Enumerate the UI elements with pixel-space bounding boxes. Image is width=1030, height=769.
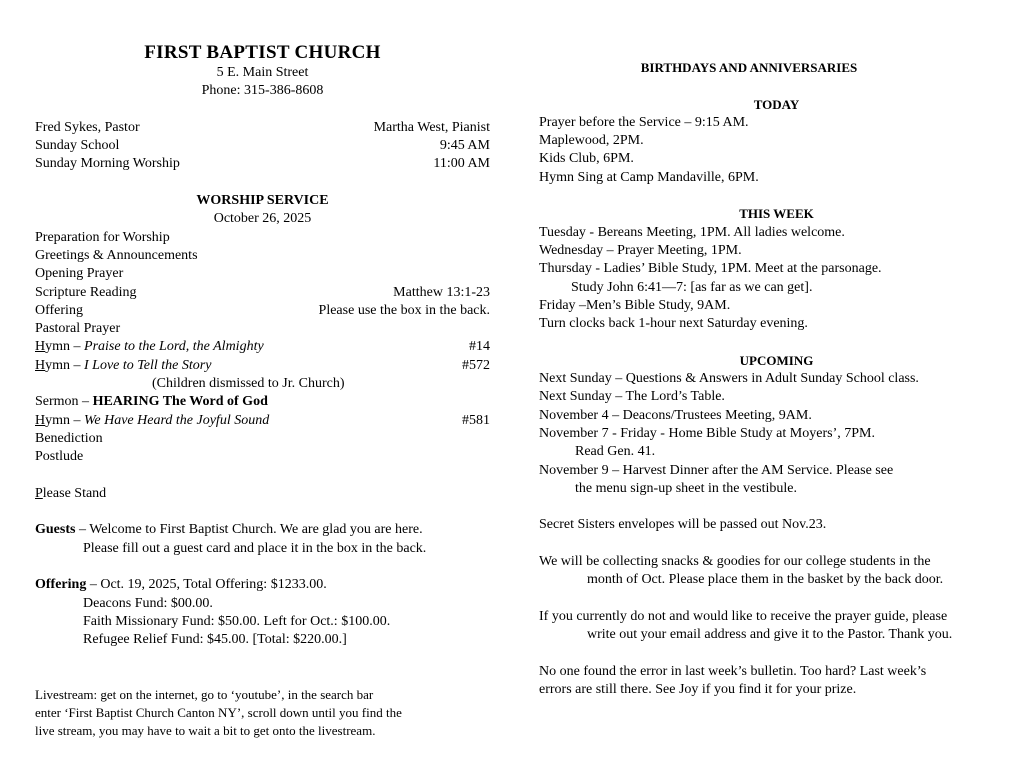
hymn-entry xyxy=(35,412,269,430)
hymn-entry xyxy=(35,338,264,356)
fund-line: Deacons Fund: $00.00. xyxy=(83,595,213,611)
schedule-time: 11:00 AM xyxy=(433,156,490,172)
week-item: Thursday - Ladies’ Bible Study, 1PM. Meet at the parsonage. xyxy=(539,261,882,277)
order-item: Opening Prayer xyxy=(35,266,124,282)
hymn-title: Praise to the Lord, the Almighty xyxy=(84,339,264,355)
upcoming-heading: UPCOMING xyxy=(739,352,814,368)
guests-label: Guests xyxy=(35,522,76,538)
guests-text-cont: Please fill out a guest card and place it in the box in the back. xyxy=(83,540,427,556)
church-name: FIRST BAPTIST CHURCH xyxy=(144,42,381,63)
week-item: Friday –Men’s Bible Study, 9AM. xyxy=(539,297,731,313)
prayer-guide-note-cont: write out your email address and give it to the Pastor. Thank you. xyxy=(587,627,953,643)
scripture-label: Scripture Reading xyxy=(35,284,137,300)
hymn-number: #572 xyxy=(462,357,490,373)
today-item: Prayer before the Service – 9:15 AM. xyxy=(539,114,749,130)
snacks-note-cont: month of Oct. Please place them in the basket by the back door. xyxy=(587,572,944,588)
hymn-label: ymn – xyxy=(45,339,85,355)
hymn-number: #14 xyxy=(469,339,490,355)
hymn-number: #581 xyxy=(462,412,490,428)
livestream-line: enter ‘First Baptist Church Canton NY’, scroll down until you find the xyxy=(35,704,402,720)
order-item: Postlude xyxy=(35,449,84,465)
upcoming-item: November 9 – Harvest Dinner after the AM Service. Please see xyxy=(539,462,894,478)
today-item: Kids Club, 6PM. xyxy=(539,151,634,167)
order-item: Pastoral Prayer xyxy=(35,321,121,337)
today-item: Hymn Sing at Camp Mandaville, 6PM. xyxy=(539,169,759,185)
fund-line: Faith Missionary Fund: $50.00. Left for Oct.: $100.00. xyxy=(83,613,391,629)
fund-line: Refugee Relief Fund: $45.00. [Total: $220.00.] xyxy=(83,632,347,648)
sermon-row xyxy=(35,393,490,411)
upcoming-item-cont: Read Gen. 41. xyxy=(575,444,656,460)
hymn-title: I Love to Tell the Story xyxy=(84,357,212,373)
hymn-entry xyxy=(35,357,211,375)
schedule-time: 9:45 AM xyxy=(439,138,490,154)
week-item: Tuesday - Bereans Meeting, 1PM. All ladies welcome. xyxy=(539,224,845,240)
week-item: Turn clocks back 1-hour next Saturday evening. xyxy=(539,316,808,332)
schedule-row xyxy=(35,155,490,173)
birthdays-heading: BIRTHDAYS AND ANNIVERSARIES xyxy=(640,60,858,75)
please-stand-legend xyxy=(35,485,490,503)
upcoming-item: Next Sunday – Questions & Answers in Adult Sunday School class. xyxy=(539,371,919,387)
staff-row xyxy=(35,119,490,137)
worship-service-heading: WORSHIP SERVICE xyxy=(196,193,329,209)
livestream-note xyxy=(35,686,490,741)
church-address: 5 E. Main Street xyxy=(216,65,309,80)
right-page xyxy=(539,0,1009,699)
week-item-cont: Study John 6:41—7: [as far as we can get]. xyxy=(571,279,813,295)
stand-marker: P xyxy=(35,485,43,501)
upcoming-item: Next Sunday – The Lord’s Table. xyxy=(539,389,725,405)
order-item: Preparation for Worship xyxy=(35,229,170,245)
prayer-guide-note: If you currently do not and would like to receive the prayer guide, please xyxy=(539,608,948,624)
service-date: October 26, 2025 xyxy=(213,211,312,227)
livestream-line: live stream, you may have to wait a bit to get onto the livestream. xyxy=(35,723,376,739)
offering-label: Offering xyxy=(35,302,83,318)
today-item: Maplewood, 2PM. xyxy=(539,133,644,149)
scripture-reference: Matthew 13:1-23 xyxy=(393,284,490,300)
week-item: Wednesday – Prayer Meeting, 1PM. xyxy=(539,242,742,258)
hymn-title: We Have Heard the Joyful Sound xyxy=(84,412,270,428)
order-item-offering xyxy=(35,302,490,320)
snacks-note: We will be collecting snacks & goodies for our college students in the xyxy=(539,554,931,570)
offering-report-total: – Oct. 19, 2025, Total Offering: $1233.00. xyxy=(86,577,327,593)
hymn-row xyxy=(35,412,490,430)
upcoming-item: November 4 – Deacons/Trustees Meeting, 9AM. xyxy=(539,407,812,423)
secret-sisters-note: Secret Sisters envelopes will be passed out Nov.23. xyxy=(539,517,827,533)
offering-report xyxy=(35,576,490,594)
left-page xyxy=(35,0,490,740)
sermon-title: HEARING The Word of God xyxy=(92,394,268,410)
schedule-row xyxy=(35,137,490,155)
upcoming-item-cont: the menu sign-up sheet in the vestibule. xyxy=(575,480,798,496)
pastor-name: Fred Sykes, Pastor xyxy=(35,119,140,135)
today-heading: TODAY xyxy=(753,96,800,112)
children-note: (Children dismissed to Jr. Church) xyxy=(152,376,345,392)
hymn-label: ymn – xyxy=(45,412,85,428)
offering-report-label: Offering xyxy=(35,577,87,593)
please-stand-text: lease Stand xyxy=(42,485,107,501)
schedule-label: Sunday Morning Worship xyxy=(35,156,180,172)
order-item: Greetings & Announcements xyxy=(35,247,198,263)
this-week-heading: THIS WEEK xyxy=(739,206,814,222)
hymn-label: ymn – xyxy=(45,357,85,373)
stand-marker: H xyxy=(35,412,46,428)
sermon-label: Sermon – xyxy=(35,394,93,410)
order-item-scripture xyxy=(35,284,490,302)
error-note-cont: errors are still there. See Joy if you find it for your prize. xyxy=(539,682,857,698)
schedule-label: Sunday School xyxy=(35,138,120,154)
hymn-row xyxy=(35,357,490,375)
error-note: No one found the error in last week’s bulletin. Too hard? Last week’s xyxy=(539,663,927,679)
guests-text: – Welcome to First Baptist Church. We are glad you are here. xyxy=(75,522,423,538)
livestream-line: Livestream: get on the internet, go to ‘youtube’, in the search bar xyxy=(35,686,374,702)
order-item: Benediction xyxy=(35,430,103,446)
stand-marker: H xyxy=(35,339,46,355)
guests-note xyxy=(35,521,490,539)
church-phone: Phone: 315-386-8608 xyxy=(201,83,324,99)
upcoming-item: November 7 - Friday - Home Bible Study at Moyers’, 7PM. xyxy=(539,425,875,441)
pianist-name: Martha West, Pianist xyxy=(373,119,490,135)
offering-note: Please use the box in the back. xyxy=(318,302,490,318)
stand-marker: H xyxy=(35,357,46,373)
hymn-row xyxy=(35,338,490,356)
